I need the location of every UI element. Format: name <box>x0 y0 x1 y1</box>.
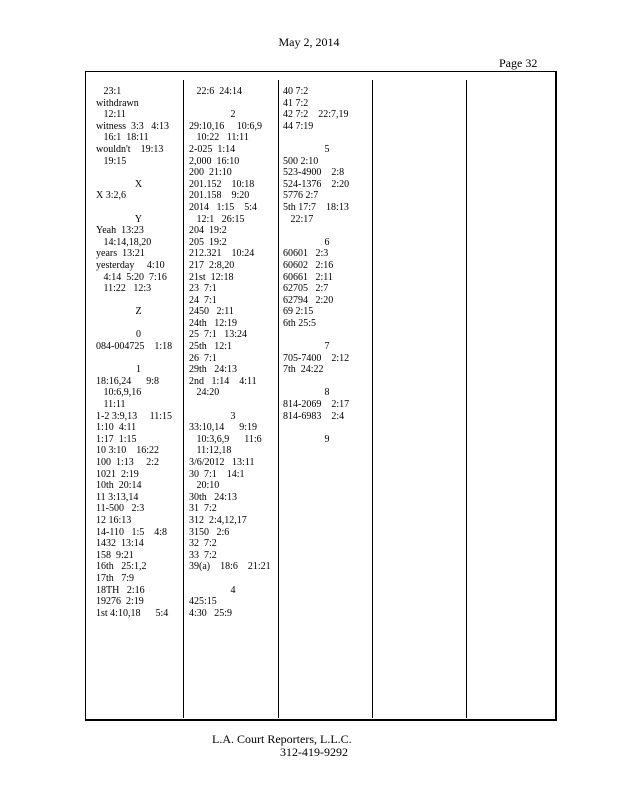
index-entry: 12 16:13 <box>96 514 132 526</box>
index-column-3 <box>283 86 371 445</box>
index-entry: 23 7:1 <box>189 283 217 295</box>
section-letter: 9 <box>324 433 330 445</box>
index-entry: 2,000 16:10 <box>189 155 240 167</box>
index-entry: 1:10 4:11 <box>96 422 137 434</box>
index-entry: 204 19:2 <box>189 225 227 237</box>
blank-line <box>96 167 181 179</box>
index-entry: 6th 25:5 <box>283 317 317 329</box>
index-entry: 11-500 2:3 <box>96 503 145 515</box>
index-entry: 24 7:1 <box>189 294 217 306</box>
index-entry: Yeah 13:23 <box>96 225 144 237</box>
index-entry: 1021 2:19 <box>96 468 139 480</box>
index-entry: witness 3:3 4:13 <box>96 120 170 132</box>
section-letter: Z <box>135 306 142 318</box>
column-divider <box>278 80 279 718</box>
blank-line <box>189 98 277 110</box>
index-entry: 1st 4:10,18 5:4 <box>96 607 169 619</box>
index-entry: 29th 24:13 <box>189 364 238 376</box>
index-entry: withdrawn <box>96 97 139 109</box>
index-entry: 29:10,16 10:6,9 <box>189 120 263 132</box>
section-letter: X <box>134 178 143 190</box>
index-entry: 2-025 1:14 <box>189 143 236 155</box>
index-entry: 312 2:4,12,17 <box>189 514 247 526</box>
blank-line <box>96 318 181 330</box>
index-entry: 11:22 12:3 <box>96 283 152 295</box>
index-entry: 42 7:2 22:7,19 <box>283 109 349 121</box>
section-letter: 6 <box>324 236 330 248</box>
section-letter: 5 <box>324 143 330 155</box>
index-entry: 3150 2:6 <box>189 526 230 538</box>
index-entry: 16:1 18:11 <box>96 132 149 144</box>
index-entry: 24th 12:19 <box>189 317 238 329</box>
index-entry: 26 7:1 <box>189 352 217 364</box>
index-entry: 212.321 10:24 <box>189 248 255 260</box>
section-letter: Y <box>134 213 143 225</box>
index-entry: 24:20 <box>189 387 220 399</box>
blank-line <box>283 376 371 388</box>
index-entry: 100 1:13 2:2 <box>96 457 160 468</box>
index-entry: 11:12,18 <box>189 445 232 457</box>
index-entry: 10:22 11:11 <box>189 132 249 144</box>
index-entry: 158 9:21 <box>96 549 134 561</box>
section-letter: 3 <box>230 410 236 422</box>
index-column-1 <box>96 86 181 619</box>
index-entry: 4:30 25:9 <box>189 607 233 619</box>
blank-line <box>96 202 181 214</box>
index-entry: 10:3,6,9 11:6 <box>189 433 262 445</box>
index-entry: 12:11 <box>96 109 126 121</box>
index-entry: 60601 2:3 <box>283 248 329 260</box>
index-entry: 25 7:1 13:24 <box>189 329 248 341</box>
index-entry: 10 3:10 16:22 <box>96 445 160 457</box>
index-entry: 200 21:10 <box>189 167 232 179</box>
index-entry: 201.152 10:18 <box>189 178 255 190</box>
index-entry: 18TH 2:16 <box>96 584 145 596</box>
index-entry: 1432 13:14 <box>96 538 144 550</box>
footer-phone: 312-419-9292 <box>280 745 348 759</box>
index-entry: 19:15 <box>96 155 127 167</box>
index-entry: 60602 2:16 <box>283 259 334 271</box>
header-date: May 2, 2014 <box>278 35 340 49</box>
index-entry: 39(a) 18:6 21:21 <box>189 561 271 573</box>
index-entry: 12:1 26:15 <box>189 213 245 225</box>
blank-line <box>189 573 277 585</box>
blank-line <box>96 295 181 307</box>
page-number: Page 32 <box>499 56 538 70</box>
index-entry: 4:14 5:20 7:16 <box>96 271 167 283</box>
index-entry: 814-2069 2:17 <box>283 399 350 411</box>
index-entry: 14:14,18,20 <box>96 236 152 248</box>
index-entry: 32 7:2 <box>189 538 217 550</box>
index-entry: 1-2 3:9,13 11:15 <box>96 410 173 422</box>
index-entry: 084-004725 1:18 <box>96 341 173 353</box>
section-letter: 8 <box>324 387 330 399</box>
index-entry: 5776 2:7 <box>283 190 319 202</box>
section-letter: 2 <box>230 109 236 121</box>
index-entry: 69 2:15 <box>283 306 314 318</box>
index-entry: 2450 2:11 <box>189 306 234 318</box>
index-entry: 217 2:8,20 <box>189 259 235 271</box>
index-entry: 10:6,9,16 <box>96 387 142 399</box>
index-entry: 705-7400 2:12 <box>283 352 350 364</box>
blank-line <box>189 399 277 411</box>
blank-line <box>96 353 181 365</box>
index-entry: 22:6 24:14 <box>189 86 243 97</box>
index-entry: 3/6/2012 13:11 <box>189 457 255 468</box>
index-entry: 14-110 1:5 4:8 <box>96 526 168 538</box>
index-entry: years 13:21 <box>96 248 145 260</box>
column-divider <box>372 80 373 718</box>
index-entry: wouldn't 19:13 <box>96 143 164 155</box>
index-entry: 205 19:2 <box>189 236 227 248</box>
index-entry: 30th 24:13 <box>189 491 238 503</box>
index-entry: 425:15 <box>189 596 217 608</box>
section-letter: 4 <box>230 584 236 596</box>
index-entry: 814-6983 2:4 <box>283 410 345 422</box>
index-entry: 22:17 <box>283 213 314 225</box>
index-entry: 31 7:2 <box>189 503 217 515</box>
blank-line <box>283 329 371 341</box>
index-entry: 17th 7:9 <box>96 572 135 584</box>
index-entry: 62794 2:20 <box>283 294 334 306</box>
column-divider <box>183 80 184 718</box>
section-letter: 1 <box>136 364 141 376</box>
index-entry: 16th 25:1,2 <box>96 561 147 573</box>
index-entry: 44 7:19 <box>283 120 314 132</box>
index-entry: 7th 24:22 <box>283 364 324 376</box>
index-entry: 62705 2:7 <box>283 283 329 295</box>
index-column-2 <box>189 86 277 619</box>
column-divider <box>466 80 467 718</box>
index-entry: 23:1 <box>96 86 122 97</box>
index-entry: X 3:2,6 <box>96 190 126 202</box>
index-entry: 201.158 9:20 <box>189 190 250 202</box>
index-entry: 25th 12:1 <box>189 341 233 353</box>
index-entry: 20:10 <box>189 480 220 492</box>
index-entry: 33 7:2 <box>189 549 217 561</box>
index-entry: 40 7:2 <box>283 86 309 97</box>
index-entry: 41 7:2 <box>283 97 309 109</box>
index-entry: 30 7:1 14:1 <box>189 468 245 480</box>
index-entry: 11:11 <box>96 399 126 411</box>
index-entry: 2014 1:15 5:4 <box>189 201 258 213</box>
section-letter: 0 <box>136 329 141 341</box>
index-entry: 11 3:13,14 <box>96 491 139 503</box>
index-entry: 33:10,14 9:19 <box>189 422 258 434</box>
index-entry: 10th 20:14 <box>96 480 142 492</box>
section-letter: 7 <box>324 341 330 353</box>
index-entry: 5th 17:7 18:13 <box>283 201 349 213</box>
index-entry: 18:16,24 9:8 <box>96 375 160 387</box>
index-entry: 21st 12:18 <box>189 271 234 283</box>
footer-company: L.A. Court Reporters, L.L.C. <box>212 732 352 746</box>
index-entry: 523-4900 2:8 <box>283 167 345 179</box>
index-entry: 500 2:10 <box>283 155 319 167</box>
index-entry: yesterday 4:10 <box>96 259 165 271</box>
index-entry: 524-1376 2:20 <box>283 178 350 190</box>
index-entry: 1:17 1:15 <box>96 433 137 445</box>
blank-line <box>283 225 371 237</box>
blank-line <box>283 132 371 144</box>
blank-line <box>283 422 371 434</box>
index-entry: 2nd 1:14 4:11 <box>189 375 257 387</box>
index-entry: 60661 2:11 <box>283 271 333 283</box>
index-entry: 19276 2:19 <box>96 596 144 608</box>
